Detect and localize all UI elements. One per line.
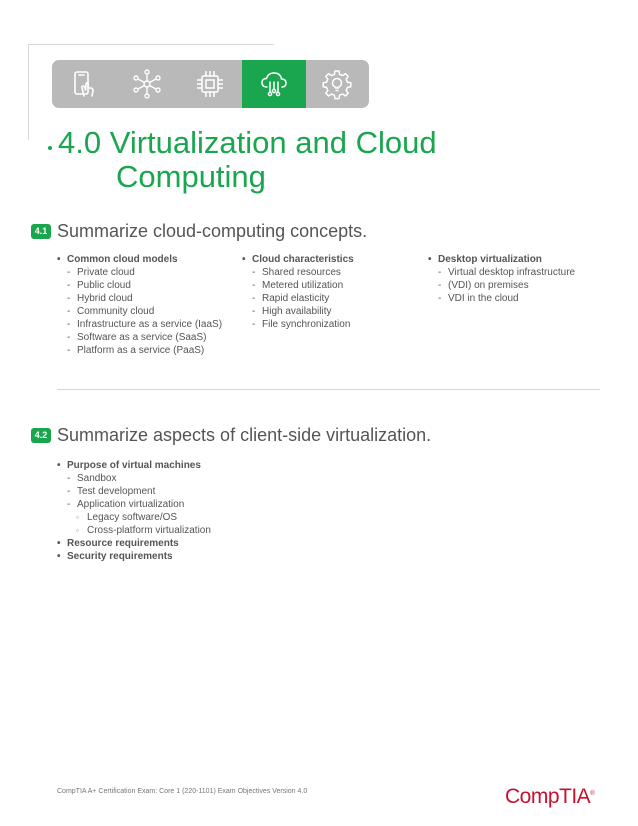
section-heading-4-2: Summarize aspects of client-side virtualization. (57, 425, 432, 445)
cloud-circuit-icon (242, 60, 305, 108)
list-item-continuation (428, 279, 618, 292)
list-subitem: ▫ Cross-platform virtualization (57, 524, 317, 537)
page-title (58, 126, 518, 194)
section-badge-4-1: 4.1 (31, 224, 51, 239)
title-line-1: 4.0 Virtualization and Cloud (58, 125, 437, 160)
list-item: - Test development (57, 485, 317, 498)
title-line-2: Computing (116, 159, 266, 194)
list-item-text: (VDI) on premises (448, 280, 529, 291)
list-item: - Application virtualization (57, 498, 317, 511)
cloud-characteristics-list (242, 253, 412, 331)
list-item: - Public cloud (57, 279, 237, 292)
list-heading: • Desktop virtualization (428, 253, 618, 266)
list-item: - High availability (242, 305, 412, 318)
list-item: - Metered utilization (242, 279, 412, 292)
cloud-models-list (57, 253, 237, 357)
corner-line-horizontal (28, 44, 274, 45)
list-item: - Sandbox (57, 472, 317, 485)
logo-text: CompTIA (505, 785, 591, 808)
list-heading: • Resource requirements (57, 537, 317, 550)
list-item: - Software as a service (SaaS) (57, 331, 237, 344)
list-item: - Shared resources (242, 266, 412, 279)
list-item: - Community cloud (57, 305, 237, 318)
list-item: - Hybrid cloud (57, 292, 237, 305)
footer-text: CompTIA A+ Certification Exam: Core 1 (220-1101) Exam Objectives Version 4.0 (57, 788, 308, 795)
list-item: - File synchronization (242, 318, 412, 331)
domain-icon-bar (52, 60, 369, 108)
list-item: - VDI in the cloud (428, 292, 618, 305)
list-heading: • Cloud characteristics (242, 253, 412, 266)
list-heading: • Common cloud models (57, 253, 237, 266)
list-item: - Infrastructure as a service (IaaS) (57, 318, 237, 331)
chip-icon (179, 60, 242, 108)
section-heading-4-1: Summarize cloud-computing concepts. (57, 221, 368, 241)
network-nodes-icon (115, 60, 178, 108)
section-divider (57, 389, 600, 390)
desktop-virtualization-list (428, 253, 618, 305)
client-virtualization-list (57, 459, 317, 563)
list-item: - Private cloud (57, 266, 237, 279)
list-subitem: ▫ Legacy software/OS (57, 511, 317, 524)
gear-lightbulb-icon (306, 60, 369, 108)
mobile-touch-icon (52, 60, 115, 108)
list-heading: • Security requirements (57, 550, 317, 563)
logo-registered-mark: ® (590, 791, 595, 797)
list-item: - Rapid elasticity (242, 292, 412, 305)
comptia-logo (505, 785, 594, 809)
section-badge-4-2: 4.2 (31, 428, 51, 443)
title-bullet (48, 146, 52, 150)
list-heading: • Purpose of virtual machines (57, 459, 317, 472)
corner-line-vertical (28, 44, 29, 140)
list-item: - Virtual desktop infrastructure (428, 266, 618, 279)
list-item: - Platform as a service (PaaS) (57, 344, 237, 357)
